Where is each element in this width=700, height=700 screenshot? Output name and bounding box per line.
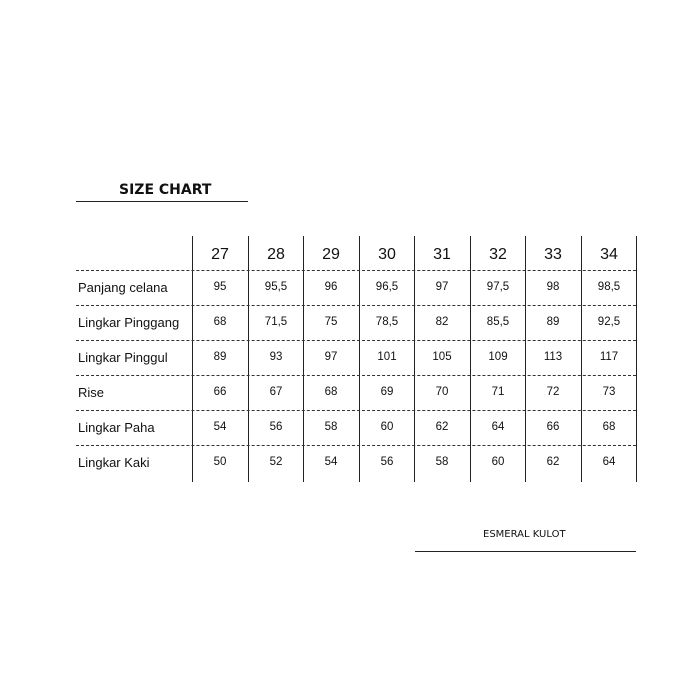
table-cell: 71,5: [264, 316, 288, 328]
table-cell: 56: [269, 421, 283, 433]
table-cell: 98,5: [597, 281, 621, 293]
table-cell: 95,5: [264, 281, 288, 293]
table-cell: 68: [213, 316, 227, 328]
table-cell: 97: [324, 351, 338, 363]
row-label: Lingkar Paha: [78, 420, 155, 435]
table-cell: 54: [213, 421, 227, 433]
size-header-29: 29: [322, 246, 340, 263]
table-cell: 97,5: [486, 281, 510, 293]
size-chart-table: [76, 236, 636, 482]
table-cell: 56: [380, 456, 394, 468]
size-header-27: 27: [211, 246, 229, 263]
table-cell: 93: [269, 351, 283, 363]
brand-block: [415, 526, 636, 552]
table-cell: 85,5: [486, 316, 510, 328]
size-header-28: 28: [267, 246, 285, 263]
table-cell: 58: [324, 421, 338, 433]
table-cell: 64: [602, 456, 616, 468]
size-header-31: 31: [433, 246, 451, 263]
table-cell: 72: [546, 386, 560, 398]
size-header-34: 34: [600, 246, 618, 263]
table-cell: 60: [491, 456, 505, 468]
table-cell: 89: [546, 316, 560, 328]
size-header-33: 33: [544, 246, 562, 263]
table-cell: 96,5: [375, 281, 399, 293]
table-cell: 95: [213, 281, 227, 293]
table-cell: 98: [546, 281, 560, 293]
size-chart-title-block: [76, 181, 248, 202]
table-cell: 58: [435, 456, 449, 468]
table-cell: 67: [269, 386, 283, 398]
table-cell: 75: [324, 316, 338, 328]
row-label: Lingkar Pinggul: [78, 350, 168, 365]
table-cell: 101: [377, 351, 397, 363]
table-cell: 68: [602, 421, 616, 433]
table-cell: 66: [546, 421, 560, 433]
brand-name: ESMERAL KULOT: [483, 529, 566, 540]
table-cell: 82: [435, 316, 449, 328]
table-cell: 69: [380, 386, 394, 398]
row-label: Lingkar Kaki: [78, 455, 150, 470]
table-cell: 89: [213, 351, 227, 363]
table-cell: 54: [324, 456, 338, 468]
table-cell: 105: [432, 351, 452, 363]
table-cell: 70: [435, 386, 449, 398]
table-cell: 52: [269, 456, 283, 468]
row-label: Panjang celana: [78, 280, 168, 295]
table-cell: 60: [380, 421, 394, 433]
table-cell: 62: [546, 456, 560, 468]
table-cell: 66: [213, 386, 227, 398]
size-header-30: 30: [378, 246, 396, 263]
table-cell: 92,5: [597, 316, 621, 328]
table-cell: 68: [324, 386, 338, 398]
page-title: SIZE CHART: [119, 182, 212, 198]
table-cell: 64: [491, 421, 505, 433]
table-cell: 78,5: [375, 316, 399, 328]
row-label: Rise: [78, 385, 105, 400]
table-cell: 113: [543, 351, 563, 363]
table-cell: 96: [324, 281, 338, 293]
row-label: Lingkar Pinggang: [78, 315, 180, 330]
table-cell: 97: [435, 281, 449, 293]
table-cell: 109: [488, 351, 508, 363]
table-cell: 73: [602, 386, 616, 398]
table-cell: 50: [213, 456, 227, 468]
table-cell: 71: [491, 386, 505, 398]
size-header-32: 32: [489, 246, 507, 263]
table-cell: 117: [599, 351, 619, 363]
table-cell: 62: [435, 421, 449, 433]
